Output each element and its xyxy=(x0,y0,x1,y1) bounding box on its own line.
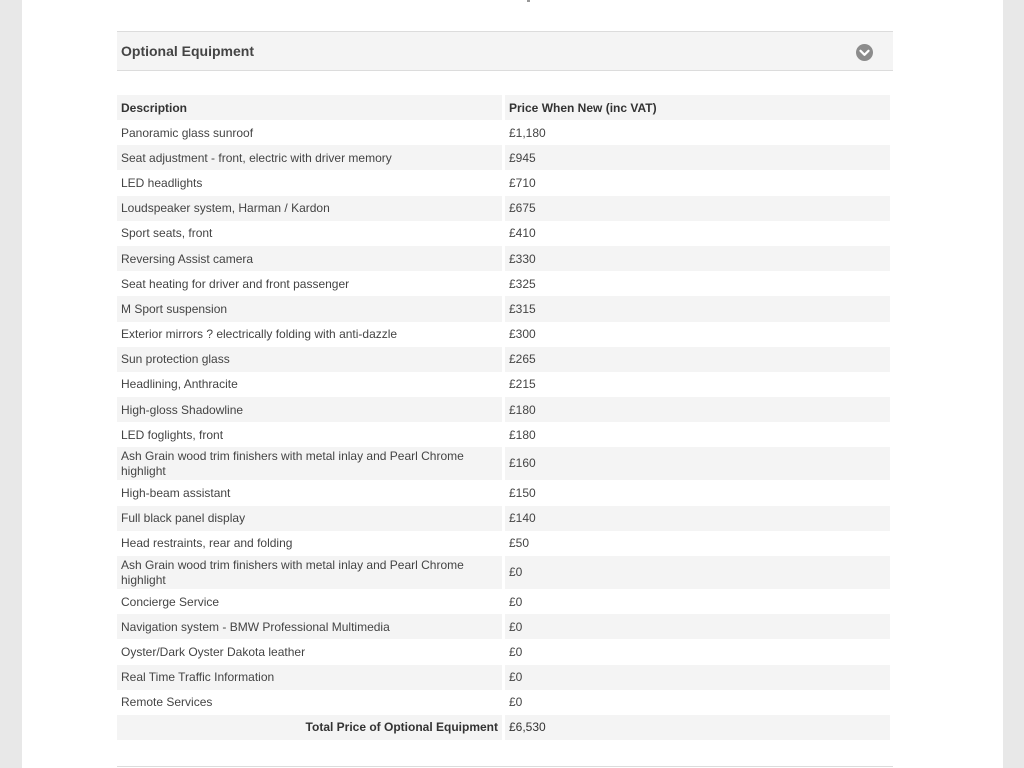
row-price: £180 xyxy=(505,397,890,422)
table-row xyxy=(117,506,890,531)
table-row xyxy=(117,639,890,664)
row-description: LED foglights, front xyxy=(117,422,505,447)
row-price: £300 xyxy=(505,322,890,347)
row-description: Panoramic glass sunroof xyxy=(117,120,505,145)
row-price: £0 xyxy=(505,639,890,664)
row-description: Oyster/Dark Oyster Dakota leather xyxy=(117,639,505,664)
table-row xyxy=(117,422,890,447)
row-description: Navigation system - BMW Professional Multimedia xyxy=(117,614,505,639)
row-price: £150 xyxy=(505,480,890,505)
row-price: £945 xyxy=(505,145,890,170)
row-description: Head restraints, rear and folding xyxy=(117,531,505,556)
table-row xyxy=(117,296,890,321)
row-description: Headlining, Anthracite xyxy=(117,372,505,397)
row-price: £675 xyxy=(505,196,890,221)
row-price: £330 xyxy=(505,246,890,271)
table-row xyxy=(117,170,890,195)
table-row xyxy=(117,196,890,221)
row-price: £160 xyxy=(505,447,890,480)
row-description: Loudspeaker system, Harman / Kardon xyxy=(117,196,505,221)
row-price: £215 xyxy=(505,372,890,397)
table-row xyxy=(117,690,890,715)
row-description: Remote Services xyxy=(117,690,505,715)
row-description: Ash Grain wood trim finishers with metal inlay and Pearl Chrome highlight xyxy=(117,447,505,480)
page-content xyxy=(22,0,1003,768)
column-header-description: Description xyxy=(117,95,505,120)
row-price: £0 xyxy=(505,589,890,614)
total-value: £6,530 xyxy=(505,715,890,740)
table-row xyxy=(117,614,890,639)
row-price: £0 xyxy=(505,665,890,690)
table-row xyxy=(117,447,890,480)
row-description: Reversing Assist camera xyxy=(117,246,505,271)
row-price: £0 xyxy=(505,614,890,639)
row-price: £0 xyxy=(505,556,890,589)
row-price: £325 xyxy=(505,271,890,296)
table-row xyxy=(117,347,890,372)
total-label: Total Price of Optional Equipment xyxy=(117,715,505,740)
row-description: Concierge Service xyxy=(117,589,505,614)
table-row xyxy=(117,271,890,296)
row-price: £180 xyxy=(505,422,890,447)
table-row xyxy=(117,322,890,347)
table-row xyxy=(117,372,890,397)
optional-equipment-header[interactable] xyxy=(117,31,893,71)
row-price: £410 xyxy=(505,221,890,246)
top-divider-mark xyxy=(527,0,530,2)
row-description: M Sport suspension xyxy=(117,296,505,321)
table-row xyxy=(117,589,890,614)
optional-equipment-table xyxy=(117,95,890,740)
row-description: Seat adjustment - front, electric with driver memory xyxy=(117,145,505,170)
row-description: Full black panel display xyxy=(117,506,505,531)
table-row xyxy=(117,480,890,505)
row-description: Exterior mirrors ? electrically folding with anti-dazzle xyxy=(117,322,505,347)
row-description: High-beam assistant xyxy=(117,480,505,505)
bottom-divider xyxy=(117,766,893,767)
row-price: £710 xyxy=(505,170,890,195)
table-row xyxy=(117,665,890,690)
column-header-price: Price When New (inc VAT) xyxy=(505,95,890,120)
table-row xyxy=(117,556,890,589)
table-header-row xyxy=(117,95,890,120)
row-price: £0 xyxy=(505,690,890,715)
table-row xyxy=(117,397,890,422)
row-price: £315 xyxy=(505,296,890,321)
row-description: Sun protection glass xyxy=(117,347,505,372)
section-title: Optional Equipment xyxy=(121,43,254,59)
row-description: Ash Grain wood trim finishers with metal inlay and Pearl Chrome highlight xyxy=(117,556,505,589)
row-price: £265 xyxy=(505,347,890,372)
table-body xyxy=(117,120,890,715)
row-description: Sport seats, front xyxy=(117,221,505,246)
table-row xyxy=(117,145,890,170)
row-price: £50 xyxy=(505,531,890,556)
table-row xyxy=(117,221,890,246)
table-row xyxy=(117,120,890,145)
row-price: £140 xyxy=(505,506,890,531)
table-row xyxy=(117,531,890,556)
row-description: LED headlights xyxy=(117,170,505,195)
chevron-down-icon[interactable] xyxy=(856,44,873,61)
row-description: Seat heating for driver and front passenger xyxy=(117,271,505,296)
row-description: High-gloss Shadowline xyxy=(117,397,505,422)
total-row xyxy=(117,715,890,740)
row-price: £1,180 xyxy=(505,120,890,145)
table-row xyxy=(117,246,890,271)
row-description: Real Time Traffic Information xyxy=(117,665,505,690)
